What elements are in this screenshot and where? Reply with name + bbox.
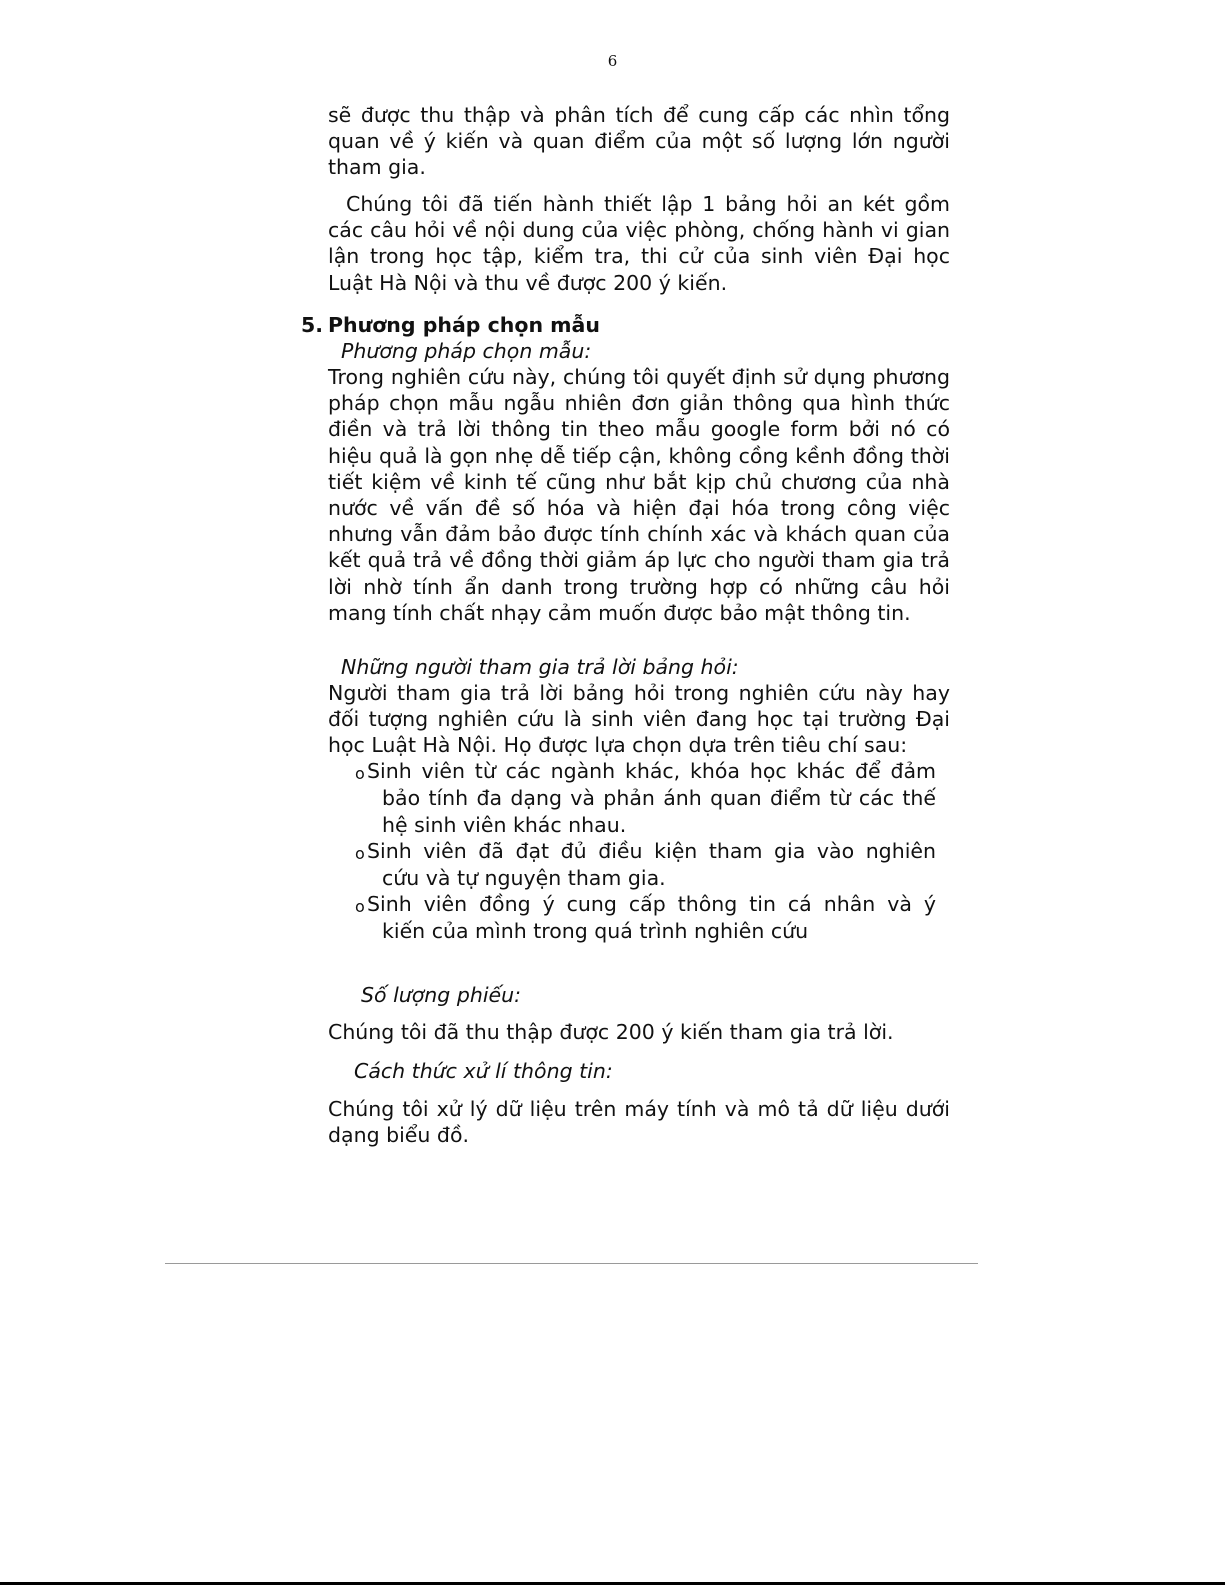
section-number: 5. xyxy=(301,313,324,337)
method-paragraph: Trong nghiên cứu này, chúng tôi quyết định sử dụng phương pháp chọn mẫu ngẫu nhiên đơn giản thông qua hình thức điền và trả lời thông tin theo mẫu google form bởi nó có hiệu quả là gọn nhẹ dễ tiếp cận, không cồng kềnh đồng thời tiết kiệm về kinh tế cũng như bắt kịp chủ chương của nhà nước về vấn đề số hóa và hiện đại hóa trong công việc nhưng vẫn đảm bảo được tính chính xác và khách quan của kết quả trả về đồng thời giảm áp lực cho người tham gia trả lời nhờ tính ẩn danh trong trường hợp có những câu hỏi mang tính chất nhạy cảm muốn được bảo mật thông tin. xyxy=(328,365,950,625)
processing-label: Cách thức xử lí thông tin: xyxy=(354,1059,613,1083)
count-paragraph: Chúng tôi đã thu thập được 200 ý kiến tham gia trả lời. xyxy=(328,1020,894,1044)
count-label: Số lượng phiếu: xyxy=(361,983,522,1007)
bullet-marker: o xyxy=(355,844,365,863)
criteria-item-continuation: cứu và tự nguyện tham gia. xyxy=(382,866,666,890)
criteria-item-line: Sinh viên từ các ngành khác, khóa học khác để đảm xyxy=(367,759,936,783)
section-title: Phương pháp chọn mẫu xyxy=(328,313,600,337)
respondents-label: Những người tham gia trả lời bảng hỏi: xyxy=(341,655,739,679)
criteria-item xyxy=(355,838,936,892)
section-heading xyxy=(301,312,600,338)
respondents-paragraph: Người tham gia trả lời bảng hỏi trong nghiên cứu này hay đối tượng nghiên cứu là sinh viên đang học tại trường Đại học Luật Hà Nội. Họ được lựa chọn dựa trên tiêu chí sau: xyxy=(328,681,950,758)
bullet-marker: o xyxy=(355,764,365,783)
intro-paragraph-2: Chúng tôi đã tiến hành thiết lập 1 bảng hỏi an két gồm các câu hỏi về nội dung của việc phòng, chống hành vi gian lận trong học tập, kiểm tra, thi cử của sinh viên Đại học Luật Hà Nội và thu về được 200 ý kiến. xyxy=(328,192,950,295)
page-number: 6 xyxy=(607,52,618,70)
criteria-item-continuation: kiến của mình trong quá trình nghiên cứu xyxy=(382,919,809,943)
bullet-marker: o xyxy=(355,897,365,916)
processing-paragraph: Chúng tôi xử lý dữ liệu trên máy tính và mô tả dữ liệu dưới dạng biểu đồ. xyxy=(328,1097,950,1148)
footer-divider xyxy=(165,1263,978,1264)
criteria-item xyxy=(355,758,936,839)
criteria-item-line: Sinh viên đồng ý cung cấp thông tin cá nhân và ý xyxy=(367,892,936,916)
method-label: Phương pháp chọn mẫu: xyxy=(341,339,592,363)
intro-paragraph-1: sẽ được thu thập và phân tích để cung cấp các nhìn tổng quan về ý kiến và quan điểm của một số lượng lớn người tham gia. xyxy=(328,103,950,180)
criteria-item xyxy=(355,891,936,945)
criteria-item-continuation: bảo tính đa dạng và phản ánh quan điểm từ các thế hệ sinh viên khác nhau. xyxy=(382,786,936,837)
criteria-item-line: Sinh viên đã đạt đủ điều kiện tham gia vào nghiên xyxy=(367,839,936,863)
